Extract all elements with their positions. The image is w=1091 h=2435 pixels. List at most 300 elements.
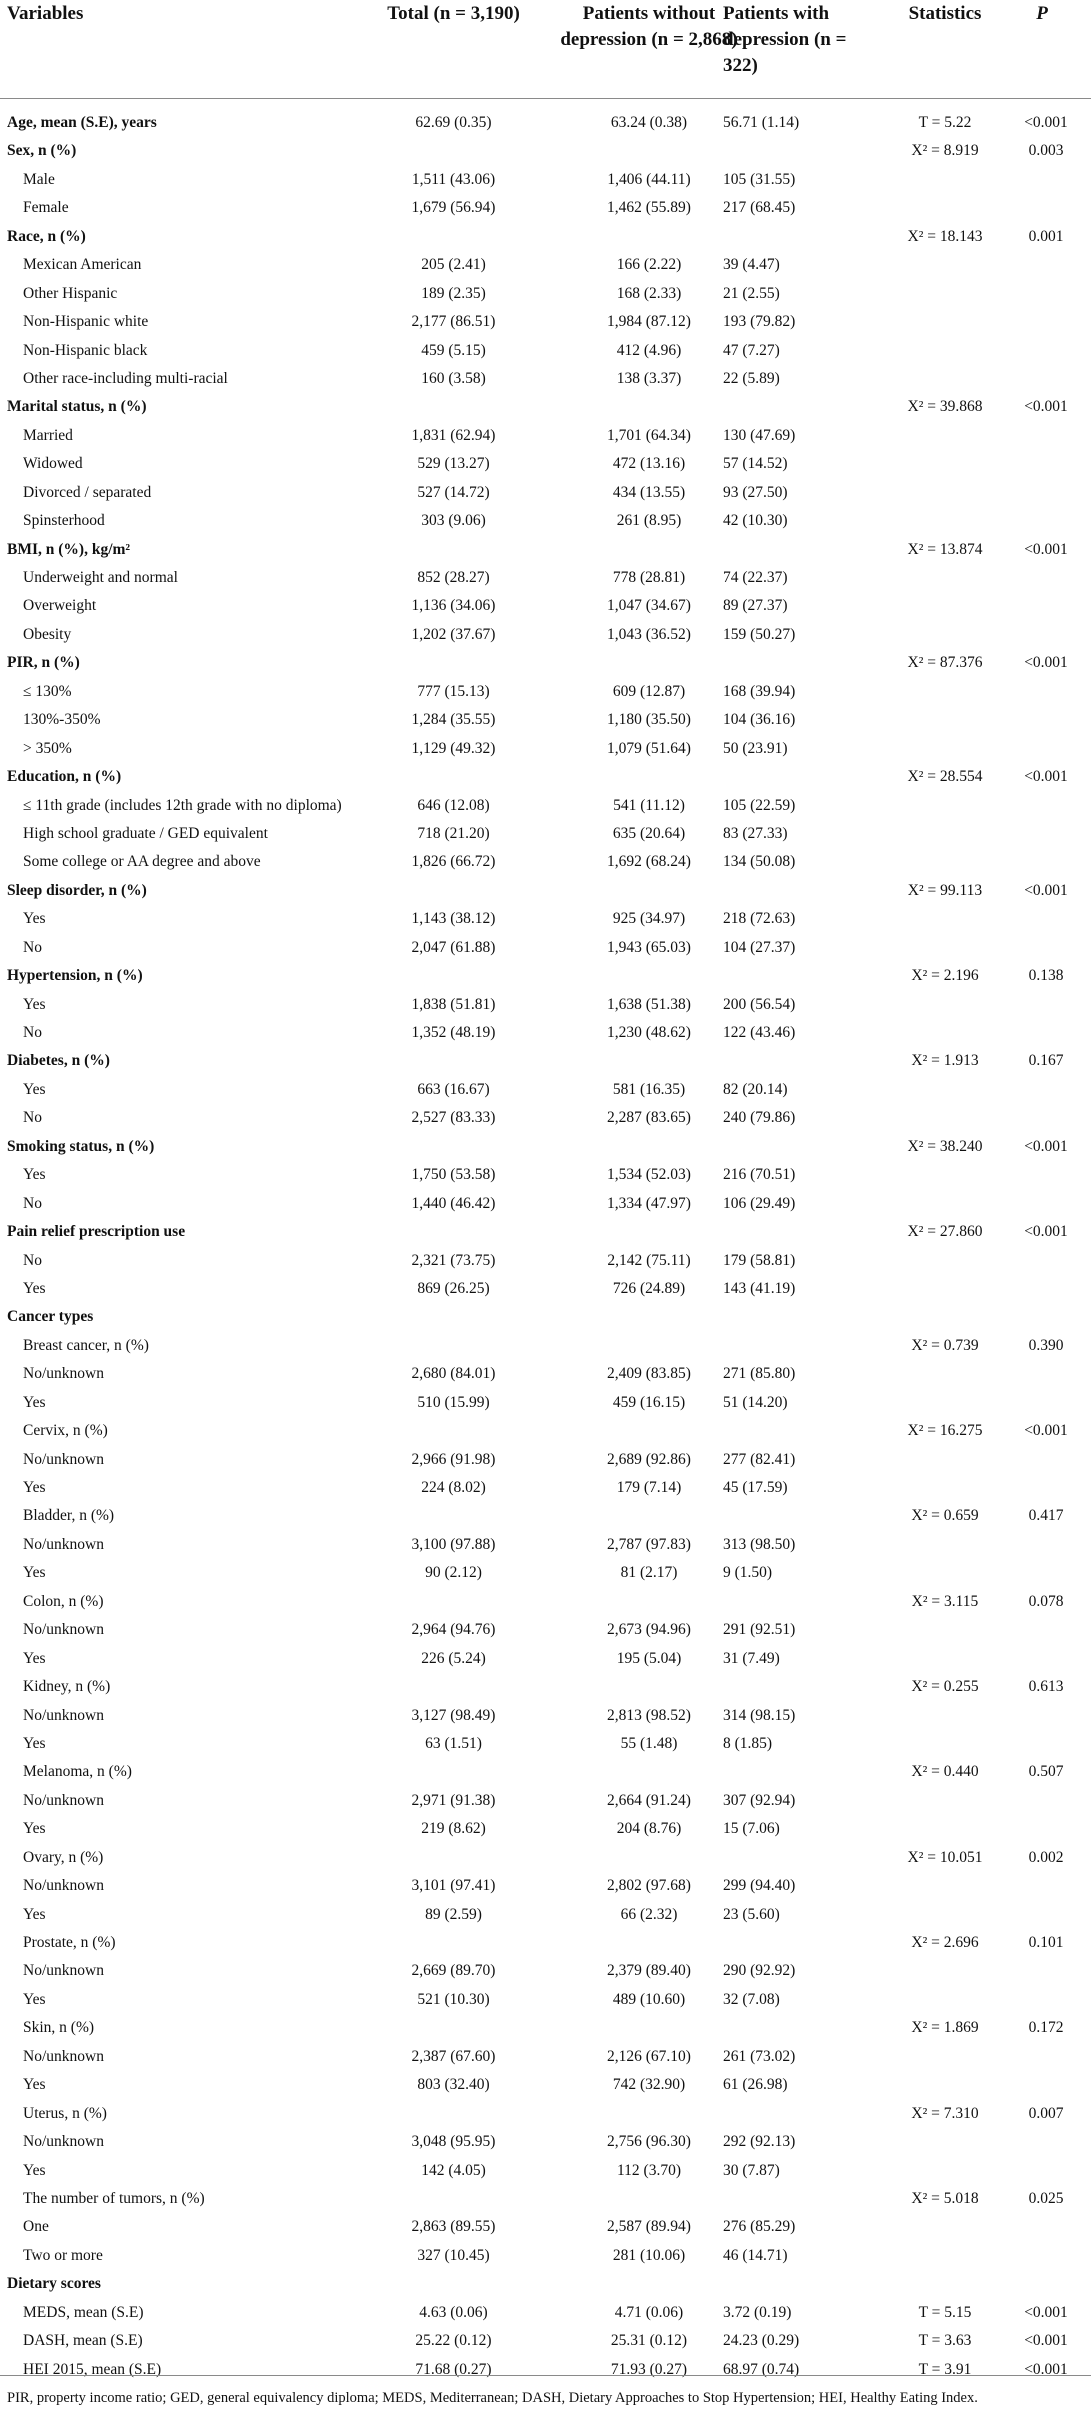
row-variable: Age, mean (S.E), years [7,114,157,131]
row-with-depression: 68.97 (0.74) [723,2360,800,2378]
row-with-depression: 168 (39.94) [723,682,796,700]
table-row [0,1616,1091,1644]
row-statistic: X² = 2.196 [911,967,979,985]
row-variable: Skin, n (%) [23,2019,95,2037]
row-p-value: 0.078 [1028,1592,1064,1610]
table-row [0,1275,1091,1303]
row-variable: No/unknown [23,2133,104,2151]
table-row [0,1986,1091,2014]
table-row [0,422,1091,450]
table-row [0,479,1091,507]
row-variable: High school graduate / GED equivalent [23,824,268,842]
row-variable: Yes [23,1080,46,1098]
row-without-depression: 63.24 (0.38) [610,114,688,131]
row-total: 1,511 (43.06) [411,170,496,188]
row-without-depression: 2,756 (96.30) [607,2133,691,2151]
row-total: 1,352 (48.19) [411,1024,496,1041]
row-with-depression: 292 (92.13) [723,2133,796,2151]
row-with-depression: 313 (98.50) [723,1535,796,1553]
row-variable: No [23,1194,42,1212]
row-variable: Prostate, n (%) [23,1934,116,1951]
table-row [0,251,1091,279]
row-variable: Yes [23,2076,46,2094]
row-variable: No/unknown [23,1962,104,1980]
row-variable: MEDS, mean (S.E) [23,2303,144,2321]
row-with-depression: 93 (27.50) [723,483,788,501]
row-total: 1,143 (38.12) [411,910,496,928]
row-with-depression: 23 (5.60) [723,1905,780,1923]
row-with-depression: 46 (14.71) [723,2246,788,2264]
row-statistic: X² = 27.860 [907,1223,983,1241]
row-p-value: <0.001 [1024,540,1068,558]
table-row [0,1645,1091,1673]
row-total: 3,127 (98.49) [411,1706,496,1724]
table-row [0,848,1091,876]
row-p-value: 0.025 [1028,2189,1064,2207]
table-row [0,991,1091,1019]
table-row [0,1360,1091,1388]
row-p-value: 0.390 [1028,1336,1064,1354]
table-row [0,1901,1091,1929]
col-header-total: Total (n = 3,190) [387,3,520,24]
row-total: 2,971 (91.38) [411,1791,496,1809]
row-with-depression: 30 (7.87) [723,2161,780,2179]
row-without-depression: 55 (1.48) [620,1734,678,1752]
row-variable: Male [23,170,55,188]
row-without-depression: 1,047 (34.67) [607,597,691,615]
row-without-depression: 434 (13.55) [612,483,686,501]
table-row [0,194,1091,222]
table-row [0,962,1091,990]
row-without-depression: 112 (3.70) [617,2161,681,2179]
row-with-depression: 314 (98.15) [723,1706,796,1724]
row-variable: Marital status, n (%) [7,398,147,416]
row-variable: ≤ 130% [23,682,72,700]
row-total: 226 (5.24) [421,1649,486,1667]
row-without-depression: 2,673 (94.96) [607,1621,691,1639]
row-total: 219 (8.62) [421,1820,486,1838]
row-variable: Yes [23,1564,46,1582]
row-statistic: X² = 2.696 [911,1934,979,1951]
row-total: 1,136 (34.06) [411,597,496,615]
row-total: 1,202 (37.67) [411,625,496,643]
row-variable: Cervix, n (%) [23,1422,108,1440]
row-p-value: 0.002 [1028,1848,1064,1866]
row-without-depression: 138 (3.37) [616,369,682,387]
row-with-depression: 217 (68.45) [723,199,796,217]
row-p-value: <0.001 [1024,1422,1068,1440]
row-with-depression: 200 (56.54) [723,995,796,1013]
row-without-depression: 635 (20.64) [612,824,686,842]
col-header-with-depression: Patients with depression (n = 322) [723,3,847,76]
row-with-depression: 50 (23.91) [723,739,788,757]
row-without-depression: 1,334 (47.97) [607,1194,691,1212]
row-with-depression: 39 (4.47) [723,256,780,274]
row-p-value: 0.001 [1028,227,1064,245]
table-row [0,2185,1091,2213]
row-variable: Sleep disorder, n (%) [7,881,147,899]
row-variable: > 350% [23,739,72,757]
table-row [0,1787,1091,1815]
row-with-depression: 134 (50.08) [723,853,796,871]
row-total: 205 (2.41) [421,256,486,274]
row-total: 803 (32.40) [417,2076,490,2094]
row-with-depression: 24.23 (0.29) [723,2332,800,2350]
row-total: 663 (16.67) [417,1080,490,1098]
row-without-depression: 581 (16.35) [612,1080,686,1098]
table-row [0,2242,1091,2270]
row-with-depression: 61 (26.98) [723,2076,788,2094]
row-with-depression: 21 (2.55) [723,284,780,302]
row-variable: Yes [23,1649,46,1667]
table-row [0,792,1091,820]
row-with-depression: 216 (70.51) [723,1166,796,1184]
row-variable: No [23,1109,42,1127]
row-variable: Diabetes, n (%) [7,1052,110,1070]
row-with-depression: 57 (14.52) [723,455,788,473]
row-variable: Spinsterhood [23,512,105,530]
row-with-depression: 291 (92.51) [723,1621,796,1639]
row-p-value: 0.167 [1028,1052,1064,1070]
row-with-depression: 240 (79.86) [723,1109,796,1127]
row-variable: Underweight and normal [23,569,178,586]
row-total: 2,964 (94.76) [411,1621,496,1639]
row-variable: Yes [23,995,46,1013]
table-row [0,735,1091,763]
row-variable: Yes [23,1820,46,1838]
row-variable: Smoking status, n (%) [7,1137,155,1155]
row-total: 2,527 (83.33) [411,1109,496,1127]
table-row [0,1247,1091,1275]
row-variable: Non-Hispanic black [23,341,148,359]
row-variable: Ovary, n (%) [23,1848,104,1866]
row-variable: Uterus, n (%) [23,2104,107,2122]
row-total: 869 (26.25) [417,1279,490,1297]
table-row [0,365,1091,393]
row-with-depression: 42 (10.30) [723,512,788,530]
row-statistic: T = 5.15 [918,2303,972,2321]
row-statistic: X² = 1.869 [911,2019,979,2037]
row-variable: Colon, n (%) [23,1592,104,1610]
row-variable: Race, n (%) [7,227,86,245]
row-total: 62.69 (0.35) [415,114,492,131]
table-row [0,2270,1091,2298]
row-p-value: 0.417 [1028,1507,1064,1525]
row-total: 510 (15.99) [417,1393,490,1411]
table-row [0,109,1091,137]
row-total: 646 (12.08) [417,796,490,814]
row-total: 3,100 (97.88) [411,1535,496,1553]
row-statistic: X² = 18.143 [907,227,983,245]
row-statistic: X² = 99.113 [907,881,983,899]
row-with-depression: 83 (27.33) [723,824,788,842]
row-without-depression: 1,180 (35.50) [607,711,691,729]
table-footnote: PIR, property income ratio; GED, general equivalency diploma; MEDS, Mediterranean; DASH, Dietary Approaches to Stop Hypertension; HEI, Healthy Eating Index. [0,2375,1091,2407]
row-total: 718 (21.20) [417,824,490,842]
row-without-depression: 2,689 (92.86) [607,1450,691,1468]
row-without-depression: 1,984 (87.12) [607,313,691,331]
row-variable: Widowed [23,455,83,473]
row-with-depression: 290 (92.92) [723,1962,796,1980]
table-row [0,621,1091,649]
row-variable: One [23,2218,49,2236]
table-row [0,2043,1091,2071]
row-p-value: 0.007 [1028,2104,1064,2122]
row-p-value: 0.101 [1028,1934,1064,1951]
table-row [0,1190,1091,1218]
row-variable: HEI 2015, mean (S.E) [23,2360,162,2378]
row-variable: BMI, n (%), kg/m² [7,540,131,558]
row-total: 2,321 (73.75) [411,1251,496,1269]
row-with-depression: 89 (27.37) [723,597,788,615]
row-statistic: T = 5.22 [918,114,972,131]
row-variable: Two or more [23,2246,103,2264]
row-total: 2,863 (89.55) [411,2218,496,2236]
row-variable: Other Hispanic [23,284,118,302]
table-row [0,137,1091,165]
row-total: 4.63 (0.06) [419,2303,488,2321]
table-row [0,2014,1091,2042]
row-variable: Yes [23,1479,46,1496]
row-total: 63 (1.51) [425,1734,482,1752]
row-statistic: X² = 38.240 [907,1137,983,1155]
row-variable: No/unknown [23,1706,104,1724]
row-without-depression: 2,126 (67.10) [607,2047,691,2065]
row-without-depression: 4.71 (0.06) [614,2303,684,2321]
row-statistic: T = 3.91 [918,2360,972,2378]
row-total: 3,048 (95.95) [411,2133,496,2151]
table-row [0,2157,1091,2185]
table-row [0,1559,1091,1587]
row-without-depression: 1,701 (64.34) [607,426,691,444]
row-variable: Overweight [23,597,97,615]
row-variable: No/unknown [23,1621,104,1639]
table-row [0,1303,1091,1331]
row-without-depression: 778 (28.81) [612,569,686,586]
row-without-depression: 1,462 (55.89) [607,199,691,217]
table-row [0,1957,1091,1985]
row-without-depression: 166 (2.22) [616,256,682,274]
row-variable: Bladder, n (%) [23,1507,115,1525]
row-variable: Breast cancer, n (%) [23,1336,149,1354]
row-total: 189 (2.35) [421,284,486,302]
table-row [0,2213,1091,2241]
row-variable: No/unknown [23,2047,104,2065]
row-p-value: <0.001 [1024,1137,1068,1155]
row-without-depression: 472 (13.16) [612,455,686,473]
table-row [0,1844,1091,1872]
row-variable: Other race-including multi-racial [23,369,228,387]
row-variable: No/unknown [23,1791,104,1809]
table-row [0,1730,1091,1758]
table-row [0,1929,1091,1957]
table-row [0,877,1091,905]
table-row [0,905,1091,933]
col-header-p: P [1036,3,1048,24]
row-variable: Obesity [23,625,72,643]
row-statistic: X² = 16.275 [907,1422,983,1440]
row-without-depression: 261 (8.95) [616,512,682,530]
table-row [0,223,1091,251]
row-variable: Dietary scores [7,2275,101,2293]
row-with-depression: 106 (29.49) [723,1194,796,1212]
row-variable: ≤ 11th grade (includes 12th grade with no diploma) [23,796,342,814]
row-p-value: <0.001 [1024,398,1068,416]
table-row [0,1133,1091,1161]
row-without-depression: 742 (32.90) [612,2076,686,2094]
row-with-depression: 56.71 (1.14) [723,114,800,131]
row-variable: Kidney, n (%) [23,1678,111,1696]
row-variable: DASH, mean (S.E) [23,2332,143,2350]
table-row [0,166,1091,194]
row-statistic: X² = 28.554 [907,768,983,786]
table-row [0,820,1091,848]
row-with-depression: 105 (31.55) [723,170,796,188]
row-with-depression: 45 (17.59) [723,1479,788,1496]
row-statistic: T = 3.63 [918,2332,972,2350]
row-without-depression: 168 (2.33) [616,284,682,302]
table-row [0,1019,1091,1047]
row-total: 89 (2.59) [425,1905,482,1923]
row-total: 2,680 (84.01) [411,1365,496,1383]
row-p-value: 0.172 [1028,2019,1064,2037]
row-variable: Melanoma, n (%) [23,1763,132,1781]
row-total: 1,284 (35.55) [411,711,496,729]
table-row [0,1161,1091,1189]
row-variable: Divorced / separated [23,483,152,501]
row-p-value: 0.138 [1028,967,1064,985]
row-variable: Education, n (%) [7,768,122,786]
row-variable: No/unknown [23,1450,104,1468]
row-statistic: X² = 0.739 [911,1336,979,1354]
table-row [0,1502,1091,1530]
row-statistic: X² = 0.255 [911,1678,979,1696]
row-variable: Yes [23,1393,46,1411]
row-with-depression: 130 (47.69) [723,426,796,444]
row-with-depression: 47 (7.27) [723,341,780,359]
table-body [0,109,1091,2384]
row-without-depression: 25.31 (0.12) [610,2332,688,2350]
table-row [0,1815,1091,1843]
row-without-depression: 71.93 (0.27) [610,2360,688,2378]
row-total: 303 (9.06) [421,512,486,530]
row-without-depression: 412 (4.96) [616,341,682,359]
row-without-depression: 66 (2.32) [620,1905,678,1923]
row-variable: Female [23,199,69,217]
col-header-without-depression: Patients without depression (n = 2,868) [560,3,738,50]
row-total: 142 (4.05) [421,2161,486,2179]
row-without-depression: 609 (12.87) [612,682,686,700]
row-statistic: X² = 7.310 [911,2104,979,2122]
row-statistic: X² = 3.115 [911,1592,979,1610]
row-without-depression: 1,043 (36.52) [607,625,691,643]
table-row [0,1673,1091,1701]
row-without-depression: 179 (7.14) [616,1479,682,1496]
row-total: 3,101 (97.41) [411,1877,496,1895]
row-total: 1,838 (51.81) [411,995,496,1013]
table-row [0,393,1091,421]
row-variable: Pain relief prescription use [7,1223,186,1241]
row-without-depression: 489 (10.60) [612,1990,686,2008]
table-header [0,0,1091,99]
row-with-depression: 9 (1.50) [723,1564,773,1582]
row-with-depression: 31 (7.49) [723,1649,780,1667]
row-without-depression: 1,534 (52.03) [607,1166,691,1184]
row-without-depression: 204 (8.76) [616,1820,682,1838]
table-row [0,706,1091,734]
table-row [0,564,1091,592]
row-with-depression: 105 (22.59) [723,796,796,814]
row-total: 852 (28.27) [417,569,490,586]
table-row [0,308,1091,336]
row-total: 1,129 (49.32) [411,739,496,757]
row-without-depression: 281 (10.06) [612,2246,686,2264]
row-statistic: X² = 0.440 [911,1763,979,1781]
table-row [0,280,1091,308]
row-total: 777 (15.13) [417,682,490,700]
row-statistic: X² = 5.018 [911,2189,979,2207]
row-with-depression: 74 (22.37) [723,569,788,586]
row-total: 529 (13.27) [417,455,490,473]
table-row [0,1104,1091,1132]
table-row [0,2071,1091,2099]
row-variable: The number of tumors, n (%) [23,2189,205,2207]
row-without-depression: 1,638 (51.38) [607,995,691,1013]
row-p-value: <0.001 [1024,2303,1068,2321]
col-header-variables: Variables [7,3,84,24]
row-with-depression: 143 (41.19) [723,1279,796,1297]
row-statistic: X² = 87.376 [907,654,983,672]
row-statistic: X² = 1.913 [911,1052,979,1070]
row-statistic: X² = 13.874 [907,540,983,558]
row-with-depression: 271 (85.80) [723,1365,796,1383]
row-without-depression: 2,813 (98.52) [607,1706,691,1724]
row-with-depression: 51 (14.20) [723,1393,788,1411]
row-total: 2,177 (86.51) [411,313,496,331]
row-without-depression: 1,230 (48.62) [607,1024,691,1041]
row-total: 2,387 (67.60) [411,2047,496,2065]
row-total: 521 (10.30) [417,1990,490,2008]
table-row [0,507,1091,535]
row-with-depression: 193 (79.82) [723,313,796,331]
table-row [0,592,1091,620]
row-statistic: X² = 10.051 [907,1848,983,1866]
row-total: 2,669 (89.70) [411,1962,496,1980]
table-row [0,1702,1091,1730]
row-with-depression: 82 (20.14) [723,1080,788,1098]
row-total: 71.68 (0.27) [415,2360,492,2378]
row-without-depression: 195 (5.04) [616,1649,682,1667]
table-row [0,1474,1091,1502]
row-variable: No/unknown [23,1535,104,1553]
row-with-depression: 122 (43.46) [723,1024,796,1041]
row-without-depression: 2,787 (97.83) [607,1535,691,1553]
row-with-depression: 277 (82.41) [723,1450,796,1468]
row-total: 2,047 (61.88) [411,938,496,956]
row-total: 459 (5.15) [421,341,486,359]
table-row [0,2128,1091,2156]
row-without-depression: 726 (24.89) [612,1279,686,1297]
row-variable: Yes [23,2161,46,2179]
row-p-value: <0.001 [1024,2360,1068,2378]
row-p-value: <0.001 [1024,654,1068,672]
row-variable: Yes [23,1279,46,1297]
row-total: 1,679 (56.94) [411,199,496,217]
row-total: 2,966 (91.98) [411,1450,496,1468]
row-without-depression: 2,664 (91.24) [607,1791,691,1809]
row-with-depression: 104 (27.37) [723,938,796,956]
row-variable: Sex, n (%) [7,142,77,160]
